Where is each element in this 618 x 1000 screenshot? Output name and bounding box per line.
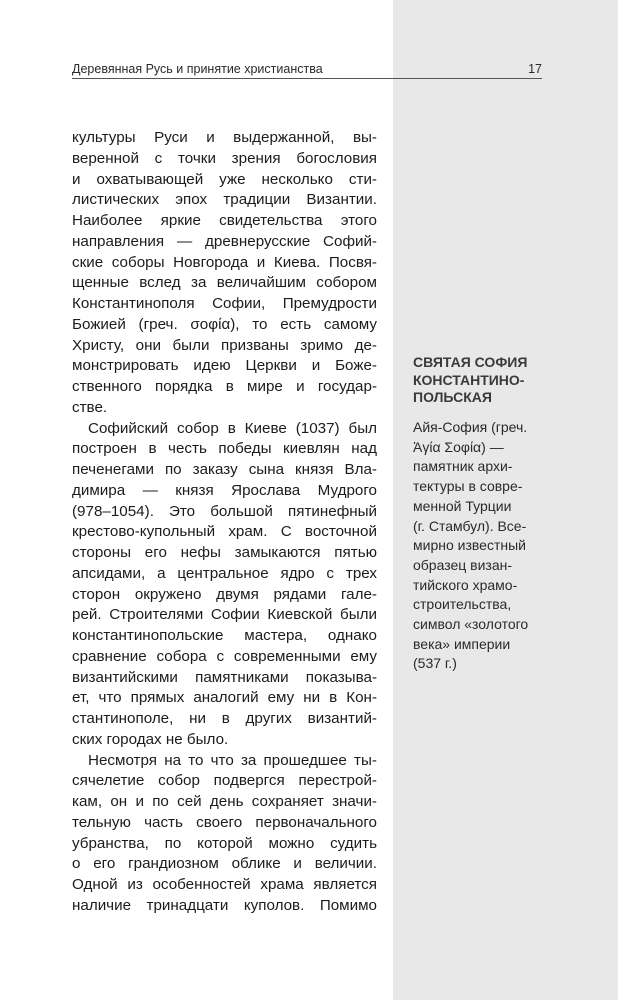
sidebar-text-line: века» империи xyxy=(413,635,511,652)
sidebar-heading-line: КОНСТАНТИНО- xyxy=(413,371,525,388)
text-line: византийскими памятниками показыва- xyxy=(72,668,377,686)
text-line: крестово-купольный храм. С восточной xyxy=(72,523,377,541)
text-line: тельную часть своего первоначального xyxy=(72,813,377,831)
text-line: Божией (греч. σοφία), то есть самому xyxy=(72,315,377,333)
paragraph-1 xyxy=(72,128,377,419)
running-head xyxy=(72,61,542,77)
text-line: убранства, по которой можно судить xyxy=(72,834,377,852)
sidebar-text-line: (г. Стамбул). Все- xyxy=(413,517,527,534)
page-number: 17 xyxy=(528,62,542,76)
text-line: апсидами, а центральное ядро с трех xyxy=(72,564,377,582)
sidebar-text-line: символ «золотого xyxy=(413,616,529,633)
text-line: и охватывающей уже несколько сти- xyxy=(72,170,377,188)
sidebar-text-line: тийского храмо- xyxy=(413,576,518,593)
text-line: стороны его нефы замыкаются пятью xyxy=(72,544,377,561)
text-line: Одной из особенностей храма является xyxy=(72,876,377,893)
text-line: Софийский собор в Киеве (1037) был xyxy=(88,419,377,437)
text-line: Несмотря на то что за прошедшее ты- xyxy=(88,751,377,769)
main-text-column xyxy=(72,128,377,917)
sidebar-text-line: (537 г.) xyxy=(413,655,457,672)
text-line: наличие тринадцати куполов. Помимо xyxy=(72,896,377,914)
text-line: ет, что прямых аналогий ему ни в Кон- xyxy=(72,689,377,707)
sidebar-heading-line: ПОЛЬСКАЯ xyxy=(413,389,492,405)
running-head-title: Деревянная Русь и принятие христианства xyxy=(72,62,323,76)
text-line: стве. xyxy=(72,398,108,416)
sidebar-text-line: менной Турции xyxy=(413,497,512,514)
text-line: монстрировать идею Церкви и Боже- xyxy=(72,357,377,375)
text-line: листических эпох традиции Византии. xyxy=(72,191,377,209)
text-line: о его грандиозном облике и величии. xyxy=(72,855,377,873)
text-line: димира — князя Ярослава Мудрого xyxy=(72,481,377,499)
sidebar-text-line: мирно известный xyxy=(413,537,526,554)
sidebar-text xyxy=(413,418,608,674)
sidebar-text-line: образец визан- xyxy=(413,556,513,573)
sidebar-text-line: строительства, xyxy=(413,596,512,613)
text-line: щенные вслед за величайшим собором xyxy=(72,274,377,292)
text-line: ские соборы Новгорода и Киева. Посвя- xyxy=(72,253,377,271)
paragraph-2 xyxy=(72,419,377,751)
text-line: сторон окружено двумя рядами гале- xyxy=(72,585,377,603)
text-line: сячелетие собор подвергся перестрой- xyxy=(72,772,377,790)
text-line: Наиболее яркие свидетельства этого xyxy=(72,212,377,229)
text-line: направления — древнерусские Софий- xyxy=(72,232,377,250)
sidebar-text-line: тектуры в совре- xyxy=(413,478,523,495)
sidebar-heading xyxy=(413,354,608,407)
text-line: (978–1054). Это большой пятинефный xyxy=(72,502,377,520)
text-line: построен в честь победы киевлян над xyxy=(72,440,377,458)
text-line: Константинополя Софии, Премудрости xyxy=(72,295,377,312)
text-line: культуры Руси и выдержанной, вы- xyxy=(72,129,377,146)
text-line: сравнение собора с современными ему xyxy=(72,647,377,665)
text-line: стантинополе, ни в других византий- xyxy=(72,710,377,727)
text-line: ских городах не было. xyxy=(72,730,229,748)
header-rule xyxy=(72,78,542,79)
text-line: веренной с точки зрения богословия xyxy=(72,149,377,167)
text-line: константинопольские мастера, однако xyxy=(72,627,377,644)
paragraph-3 xyxy=(72,751,377,917)
sidebar-text-line: Айя-София (греч. xyxy=(413,419,528,435)
text-line: ственного порядка в мире и государ- xyxy=(72,378,377,395)
sidebar-text-line: памятник архи- xyxy=(413,458,513,475)
text-line: кам, он и по сей день сохраняет значи- xyxy=(72,793,377,810)
sidebar-text-line: Ἁγία Σοφία) — xyxy=(413,438,504,455)
text-line: печенегами по заказу сына князя Вла- xyxy=(72,461,377,478)
sidebar-heading-line: СВЯТАЯ СОФИЯ xyxy=(413,354,528,370)
text-line: рей. Строителями Софии Киевской были xyxy=(72,606,377,624)
text-line: Христу, они были призваны зримо де- xyxy=(72,336,377,354)
